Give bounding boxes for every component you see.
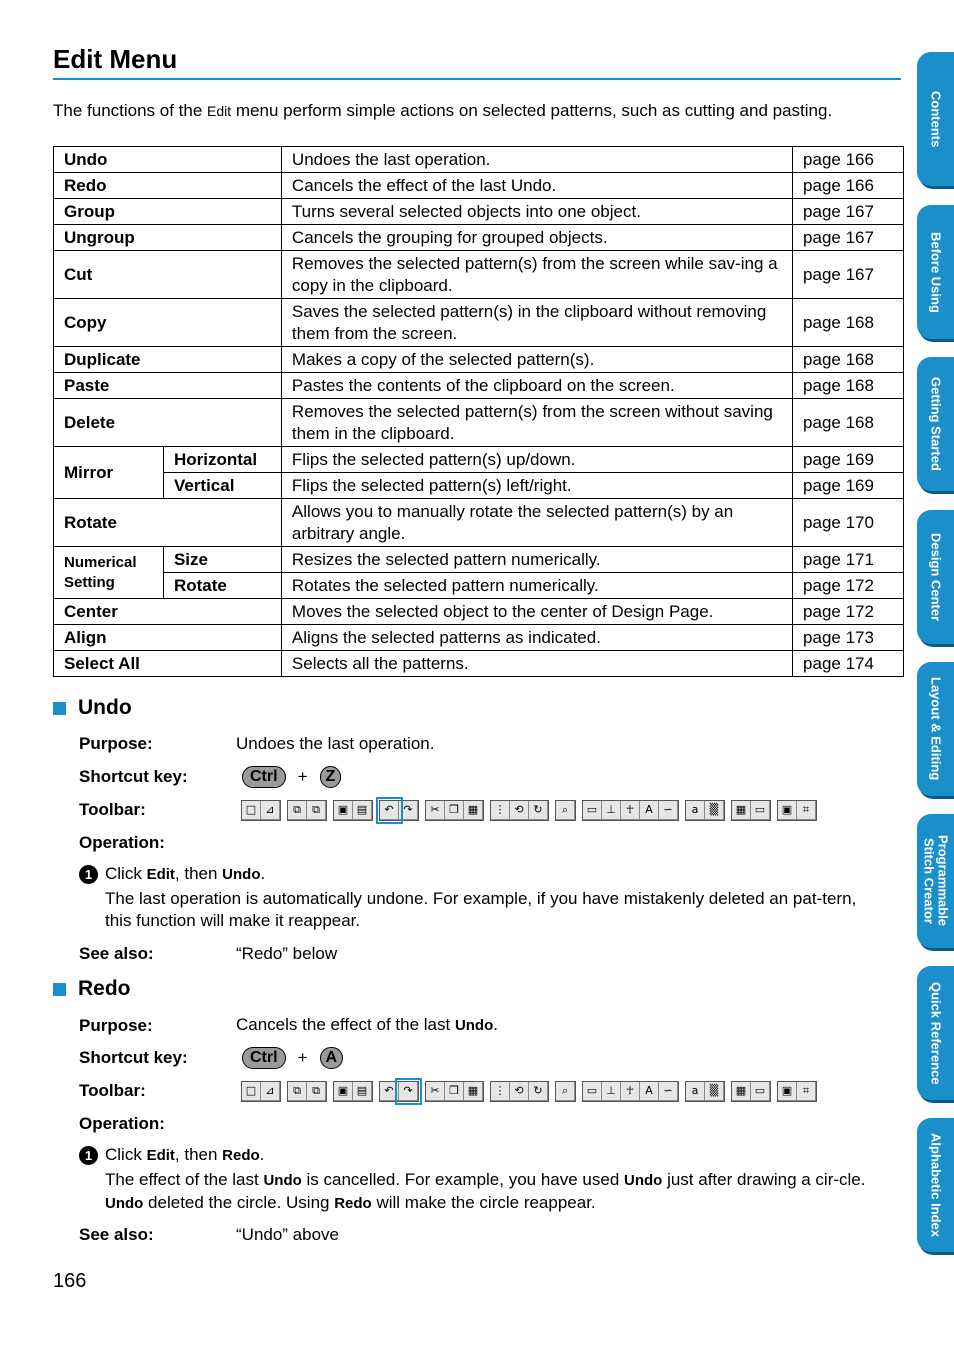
redo-step-1: 1 Click Edit, then Redo.: [79, 1144, 264, 1167]
toolbar-group: [333, 1081, 373, 1102]
function-desc: Makes a copy of the selected pattern(s).: [281, 347, 792, 373]
intro-text: The functions of the Edit menu perform simple actions on selected patterns, such as cutting and pasting.: [53, 101, 833, 120]
tab-getting-started[interactable]: Getting Started: [917, 357, 954, 491]
abc-icon: A: [640, 801, 659, 820]
table-row: [54, 447, 904, 473]
zoom-icon: ⌕: [556, 1082, 575, 1101]
ctrl-key: Ctrl: [242, 1047, 286, 1069]
function-name: Center: [54, 599, 282, 625]
section-marker-icon: [53, 983, 66, 996]
new-icon: □: [242, 1082, 261, 1101]
abc-small-icon: a: [686, 1082, 705, 1101]
paste-icon: ▦: [464, 1082, 483, 1101]
function-page: page 167: [793, 225, 904, 251]
function-desc: Aligns the selected patterns as indicated.: [281, 625, 792, 651]
function-desc: Removes the selected pattern(s) from the screen while sav-ing a copy in the clipboard.: [281, 251, 792, 299]
function-page: page 172: [793, 573, 904, 599]
toolbar-group: [379, 800, 419, 821]
function-name: Group: [54, 199, 282, 225]
redo-operation-row: [79, 1113, 236, 1135]
grid-icon: ▦: [732, 1082, 751, 1101]
redo-shortcut-row: Shortcut key: Ctrl + A: [79, 1047, 343, 1069]
function-name: Numerical Setting: [54, 547, 164, 599]
function-subname: Vertical: [163, 473, 281, 499]
table-row: [54, 499, 904, 547]
toolbar-group: [582, 1081, 679, 1102]
edit-functions-table: [53, 146, 904, 677]
table-row: [54, 547, 904, 573]
save-icon: ▣: [334, 801, 353, 820]
function-name: Delete: [54, 399, 282, 447]
redo-see-also-row: [79, 1224, 339, 1246]
tab-contents[interactable]: Contents: [917, 52, 954, 186]
function-page: page 166: [793, 147, 904, 173]
stitch-icon: ⊥: [602, 1082, 621, 1101]
toolbar-group: [425, 800, 484, 821]
tab-before-using[interactable]: Before Using: [917, 205, 954, 339]
table-row: [54, 299, 904, 347]
function-page: page 168: [793, 347, 904, 373]
function-desc: Turns several selected objects into one object.: [281, 199, 792, 225]
abc-curve-icon: ∽: [659, 1082, 678, 1101]
undo-shortcut-row: Shortcut key: Ctrl + Z: [79, 766, 341, 788]
function-desc: Resizes the selected pattern numerically.: [281, 547, 792, 573]
function-name: Redo: [54, 173, 282, 199]
cut-icon: ✂: [426, 801, 445, 820]
see-also-label: See also:: [79, 944, 154, 963]
toolbar-group: [731, 800, 771, 821]
table-row: [54, 651, 904, 677]
shortcut-label: Shortcut key:: [79, 1048, 188, 1067]
function-page: page 172: [793, 599, 904, 625]
toolbar-group: [490, 800, 549, 821]
toolbar-group: [287, 800, 327, 821]
redo-see-also: “Undo” above: [236, 1225, 340, 1244]
select-icon: ⋮: [491, 801, 510, 820]
undo-icon: ↶: [380, 801, 399, 820]
toolbar-label: Toolbar:: [79, 800, 146, 819]
table-row: [54, 225, 904, 251]
function-page: page 170: [793, 499, 904, 547]
function-page: page 167: [793, 251, 904, 299]
function-page: page 168: [793, 399, 904, 447]
save-icon: ▣: [334, 1082, 353, 1101]
table-row: [54, 199, 904, 225]
function-name: Select All: [54, 651, 282, 677]
toolbar-group: [241, 1081, 281, 1102]
toolbar-group: [555, 800, 576, 821]
redo-toolbar-row: [79, 1080, 823, 1102]
redo-purpose: Cancels the effect of the last Undo.: [236, 1015, 498, 1034]
undo-description: The last operation is automatically undone. For example, if you have mistakenly deleted an pat-tern, this function will make it reappear.: [105, 889, 857, 930]
save-as-icon: ▤: [353, 801, 372, 820]
table-row: [54, 625, 904, 651]
function-subname: Rotate: [163, 573, 281, 599]
toolbar-group: [555, 1081, 576, 1102]
function-desc: Selects all the patterns.: [281, 651, 792, 677]
purpose-label: Purpose:: [79, 1015, 153, 1035]
function-subname: Size: [163, 547, 281, 573]
function-name: Align: [54, 625, 282, 651]
function-page: page 167: [793, 199, 904, 225]
function-name: Mirror: [54, 447, 164, 499]
grid-icon: ▦: [732, 801, 751, 820]
fill-icon: ▒: [705, 1082, 724, 1101]
redo-icon: ↷: [399, 801, 418, 820]
toolbar-group: [241, 800, 281, 821]
step-number-icon: 1: [79, 865, 98, 884]
undo-see-also: “Redo” below: [236, 944, 338, 963]
toolbar-image: [241, 799, 823, 821]
toolbar-group: [777, 1081, 817, 1102]
page-title: Edit Menu: [53, 42, 901, 80]
rotate-icon: ⟲: [510, 1082, 529, 1101]
stitch-icon: ⊥: [602, 801, 621, 820]
copy-icon: ❐: [445, 801, 464, 820]
zoom-icon: ⌕: [556, 801, 575, 820]
function-desc: Pastes the contents of the clipboard on the screen.: [281, 373, 792, 399]
table-row: [54, 573, 904, 599]
export-icon: ⧉: [307, 1082, 326, 1101]
toolbar-group: [490, 1081, 549, 1102]
embroidery-icon: ⌗: [797, 801, 816, 820]
function-subname: Horizontal: [163, 447, 281, 473]
function-desc: Flips the selected pattern(s) left/right.: [281, 473, 792, 499]
circle-icon: ↻: [529, 801, 548, 820]
table-row: [54, 173, 904, 199]
table-row: [54, 599, 904, 625]
redo-icon: ↷: [399, 1082, 418, 1101]
function-page: page 173: [793, 625, 904, 651]
undo-see-also-row: [79, 943, 337, 965]
person-icon: ☥: [621, 1082, 640, 1101]
step-number-icon: 1: [79, 1146, 98, 1165]
table-row: [54, 347, 904, 373]
function-page: page 174: [793, 651, 904, 677]
abc-curve-icon: ∽: [659, 801, 678, 820]
fill-icon: ▒: [705, 801, 724, 820]
undo-icon: ↶: [380, 1082, 399, 1101]
function-page: page 169: [793, 447, 904, 473]
section-marker-icon: [53, 702, 66, 715]
function-name: Duplicate: [54, 347, 282, 373]
tab-quick-reference[interactable]: Quick Reference: [917, 966, 954, 1100]
new-icon: □: [242, 801, 261, 820]
shortcut-label: Shortcut key:: [79, 767, 188, 786]
a-key: A: [320, 1047, 344, 1069]
rotate-icon: ⟲: [510, 801, 529, 820]
function-desc: Allows you to manually rotate the selected pattern(s) by an arbitrary angle.: [281, 499, 792, 547]
function-name: Ungroup: [54, 225, 282, 251]
person-icon: ☥: [621, 801, 640, 820]
page-number: 166: [53, 1270, 87, 1292]
monitor-icon: ▭: [751, 1082, 770, 1101]
table-row: [54, 473, 904, 499]
undo-toolbar-row: [79, 799, 823, 821]
embroidery-icon: ⌗: [797, 1082, 816, 1101]
text-icon: ▭: [583, 801, 602, 820]
tab-programmable-stitch-creator[interactable]: Programmable Stitch Creator: [917, 814, 954, 948]
cut-icon: ✂: [426, 1082, 445, 1101]
toolbar-group: [287, 1081, 327, 1102]
function-page: page 169: [793, 473, 904, 499]
function-name: Rotate: [54, 499, 282, 547]
table-row: [54, 373, 904, 399]
open-icon: ⊿: [261, 1082, 280, 1101]
monitor-icon: ▭: [751, 801, 770, 820]
undo-purpose-row: [79, 733, 434, 755]
toolbar-group: [685, 1081, 725, 1102]
undo-operation-row: [79, 832, 236, 854]
ctrl-key: Ctrl: [242, 766, 286, 788]
select-icon: ⋮: [491, 1082, 510, 1101]
function-desc: Flips the selected pattern(s) up/down.: [281, 447, 792, 473]
redo-heading: Redo: [53, 976, 131, 1002]
toolbar-group: [425, 1081, 484, 1102]
function-desc: Moves the selected object to the center of Design Page.: [281, 599, 792, 625]
function-desc: Cancels the effect of the last Undo.: [281, 173, 792, 199]
undo-step-1: 1 Click Edit, then Undo.: [79, 863, 265, 886]
function-name: Undo: [54, 147, 282, 173]
undo-heading: Undo: [53, 695, 132, 721]
toolbar-group: [379, 1081, 419, 1102]
operation-label: Operation:: [79, 833, 165, 852]
open-icon: ⊿: [261, 801, 280, 820]
import-icon: ⧉: [288, 801, 307, 820]
table-row: [54, 251, 904, 299]
toolbar-group: [777, 800, 817, 821]
toolbar-group: [582, 800, 679, 821]
purpose-label: Purpose:: [79, 734, 153, 753]
redo-purpose-row: [79, 1014, 498, 1037]
function-page: page 171: [793, 547, 904, 573]
function-desc: Cancels the grouping for grouped objects.: [281, 225, 792, 251]
toolbar-group: [685, 800, 725, 821]
paste-icon: ▦: [464, 801, 483, 820]
tab-design-center[interactable]: Design Center: [917, 510, 954, 644]
toolbar-group: [333, 800, 373, 821]
side-navigation: [917, 0, 954, 1348]
see-also-label: See also:: [79, 1225, 154, 1244]
function-name: Cut: [54, 251, 282, 299]
operation-label: Operation:: [79, 1114, 165, 1133]
monitor2-icon: ▣: [778, 801, 797, 820]
tab-layout-editing[interactable]: Layout & Editing: [917, 662, 954, 796]
abc-small-icon: a: [686, 801, 705, 820]
z-key: Z: [320, 766, 342, 788]
tab-alphabetic-index[interactable]: Alphabetic Index: [917, 1118, 954, 1252]
table-row: [54, 399, 904, 447]
copy-icon: ❐: [445, 1082, 464, 1101]
function-desc: Rotates the selected pattern numerically.: [281, 573, 792, 599]
function-page: page 166: [793, 173, 904, 199]
menu-word: Edit: [207, 103, 232, 119]
monitor2-icon: ▣: [778, 1082, 797, 1101]
export-icon: ⧉: [307, 801, 326, 820]
table-row: [54, 147, 904, 173]
function-page: page 168: [793, 299, 904, 347]
function-page: page 168: [793, 373, 904, 399]
function-name: Paste: [54, 373, 282, 399]
import-icon: ⧉: [288, 1082, 307, 1101]
redo-description: The effect of the last Undo is cancelled. For example, you have used Undo just after drawing a cir-cle. Undo deleted the circle. Using Redo will make the circle reappear.: [105, 1170, 866, 1212]
save-as-icon: ▤: [353, 1082, 372, 1101]
function-name: Copy: [54, 299, 282, 347]
toolbar-group: [731, 1081, 771, 1102]
function-desc: Saves the selected pattern(s) in the clipboard without removing them from the screen.: [281, 299, 792, 347]
function-desc: Undoes the last operation.: [281, 147, 792, 173]
undo-purpose: Undoes the last operation.: [236, 734, 435, 753]
text-icon: ▭: [583, 1082, 602, 1101]
toolbar-label: Toolbar:: [79, 1081, 146, 1100]
abc-icon: A: [640, 1082, 659, 1101]
circle-icon: ↻: [529, 1082, 548, 1101]
function-desc: Removes the selected pattern(s) from the screen without saving them in the clipboard.: [281, 399, 792, 447]
toolbar-image: [241, 1080, 823, 1102]
